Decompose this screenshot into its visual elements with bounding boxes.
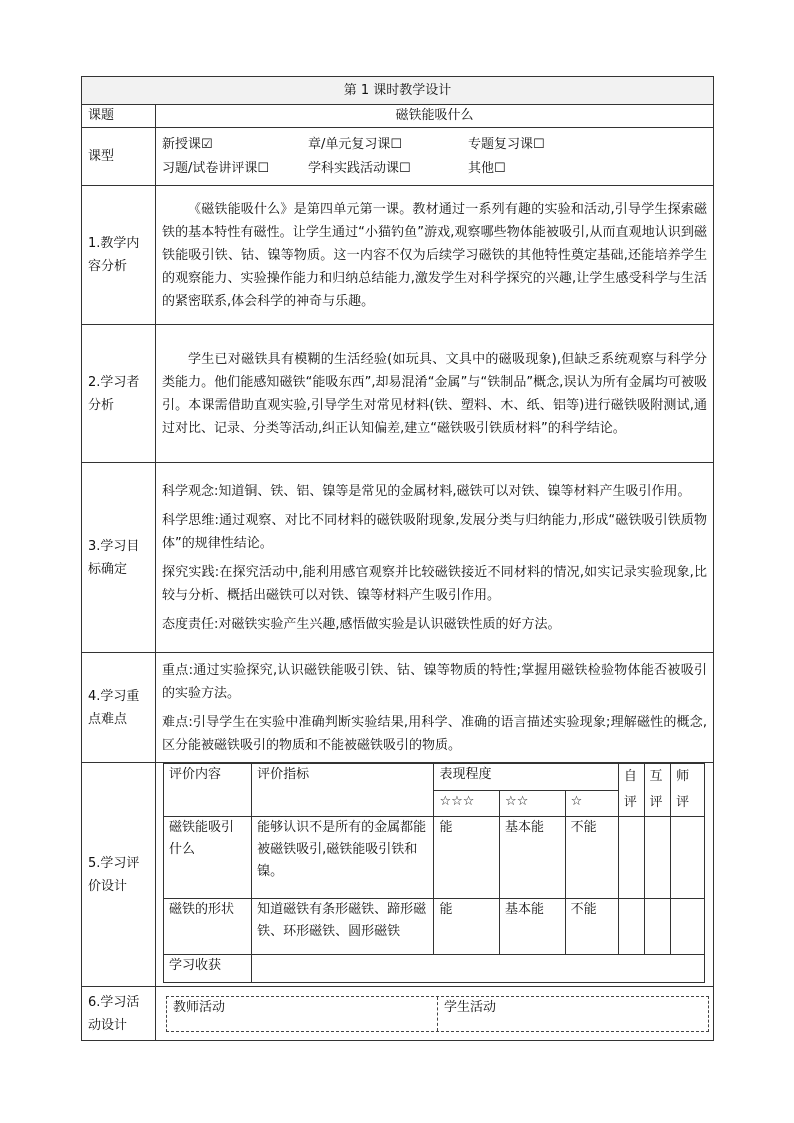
learner-analysis-cell — [156, 325, 714, 463]
eval-header-stars3: ☆☆☆ — [434, 790, 500, 817]
eval-row-attract-level3: 能 — [434, 817, 500, 899]
key-points-label — [82, 653, 156, 763]
lesson-type-option-new: 新授课☑ — [162, 136, 213, 152]
lesson-type-option-practice: 学科实践活动课☐ — [308, 160, 411, 176]
lesson-type-option-exercise-review: 习题/试卷讲评课☐ — [162, 160, 270, 176]
lesson-type-option-other: 其他☐ — [468, 160, 506, 176]
evaluation-row — [82, 763, 714, 987]
eval-header-stars1: ☆ — [565, 790, 618, 817]
title-row — [82, 77, 714, 105]
activities-label-line2: 动设计 — [88, 1017, 128, 1033]
eval-header-peer — [644, 764, 671, 817]
eval-row-shape-level2: 基本能 — [500, 899, 566, 955]
teacher-activity-header: 教师活动 — [173, 999, 226, 1015]
evaluation-table — [163, 763, 705, 983]
page-title: 第 1 课时教学设计 — [82, 77, 714, 105]
eval-header-indicator: 评价指标 — [252, 764, 434, 817]
eval-gain-label: 学习收获 — [164, 955, 252, 983]
lesson-type-options — [156, 128, 714, 186]
goals-label-line2: 标确定 — [88, 561, 128, 577]
eval-row-shape-self[interactable] — [618, 899, 644, 955]
eval-header-peer-text: 互评 — [649, 769, 663, 810]
learner-analysis-label — [82, 325, 156, 463]
eval-header-teacher — [671, 764, 705, 817]
content-analysis-label-line2: 容分析 — [88, 259, 128, 274]
eval-gain-value[interactable] — [252, 955, 705, 983]
eval-row-attract-indicator: 能够认识不是所有的金属都能被磁铁吸引,磁铁能吸引铁和镍。 — [252, 817, 434, 899]
eval-header-self-text: 自评 — [623, 769, 637, 810]
content-analysis-label-line1: 1.教学内 — [88, 236, 140, 251]
evaluation-label — [82, 763, 156, 987]
eval-row-attract-content: 磁铁能吸引什么 — [164, 817, 252, 899]
lesson-type-option-topic-review: 专题复习课☐ — [468, 136, 545, 152]
eval-header-stars2: ☆☆ — [500, 790, 566, 817]
eval-row-attract-self[interactable] — [618, 817, 644, 899]
key-points-label-line1: 4.学习重 — [88, 688, 140, 704]
eval-row-shape-teacher[interactable] — [671, 899, 705, 955]
key-points-label-line2: 点难点 — [88, 711, 128, 727]
learner-analysis-label-line1: 2.学习者 — [88, 374, 140, 390]
eval-row-shape-indicator: 知道磁铁有条形磁铁、蹄形磁铁、环形磁铁、圆形磁铁 — [252, 899, 434, 955]
eval-row-attract-teacher[interactable] — [671, 817, 705, 899]
content-analysis-label — [82, 186, 156, 325]
goal-scientific-thinking: 科学思维:通过观察、对比不同材料的磁铁吸附现象,发展分类与归纳能力,形成“磁铁吸引铁质物体”的规律性结论。 — [162, 512, 708, 551]
evaluation-row-attract — [164, 817, 705, 899]
key-point-focus: 重点:通过实验探究,认识磁铁能吸引铁、钴、镍等物质的特性;掌握用磁铁检验物体能否被吸引的实验方法。 — [162, 662, 708, 701]
eval-row-attract-level1: 不能 — [565, 817, 618, 899]
content-analysis-cell — [156, 186, 714, 325]
key-points-cell — [156, 653, 714, 763]
eval-row-shape-content: 磁铁的形状 — [164, 899, 252, 955]
eval-header-performance: 表现程度 — [434, 764, 618, 791]
goal-scientific-concept: 科学观念:知道铜、铁、铝、镍等是常见的金属材料,磁铁可以对铁、镍等材料产生吸引作用。 — [162, 483, 691, 499]
lesson-plan-page — [81, 76, 713, 1041]
learner-analysis-text: 学生已对磁铁具有模糊的生活经验(如玩具、文具中的磁吸现象),但缺乏系统观察与科学分类能力。他们能感知磁铁“能吸东西”,却易混淆“金属”与“铁制品”概念,误认为所有金属均可被吸引。本课需借助直观实验,引导学生对常见材料(铁、塑料、木、纸、铝等)进行磁铁吸附测试,通过对比、记录、分类等活动,纠正认知偏差,建立“磁铁吸引铁质材料”的科学结论。 — [162, 351, 708, 436]
goal-inquiry-practice: 探究实践:在探究活动中,能利用感官观察并比较磁铁接近不同材料的情况,如实记录实验现象,比较与分析、概括出磁铁可以对铁、镍等材料产生吸引作用。 — [162, 564, 708, 603]
eval-row-shape-level3: 能 — [434, 899, 500, 955]
key-points-row — [82, 653, 714, 763]
topic-row — [82, 105, 714, 128]
lesson-type-label: 课型 — [82, 128, 156, 186]
goal-attitude: 态度责任:对磁铁实验产生兴趣,感悟做实验是认识磁铁性质的好方法。 — [162, 616, 561, 632]
eval-row-attract-level2: 基本能 — [500, 817, 566, 899]
student-activity-header: 学生活动 — [437, 997, 708, 1031]
lesson-type-option-unit-review: 章/单元复习课☐ — [308, 136, 403, 152]
activities-cell — [156, 987, 714, 1041]
goals-cell — [156, 463, 714, 653]
topic-value: 磁铁能吸什么 — [156, 105, 714, 128]
eval-header-self — [618, 764, 644, 817]
activities-label — [82, 987, 156, 1041]
topic-label: 课题 — [82, 105, 156, 128]
eval-row-shape-peer[interactable] — [644, 899, 671, 955]
learner-analysis-label-line2: 分析 — [88, 397, 115, 413]
lesson-type-row — [82, 128, 714, 186]
content-analysis-text: 《磁铁能吸什么》是第四单元第一课。教材通过一系列有趣的实验和活动,引导学生探索磁铁的基本特性有磁性。让学生通过“小猫钓鱼”游戏,观察哪些物体能被吸引,从而直观地认识到磁铁能吸引铁、钴、镍等物质。这一内容不仅为后续学习磁铁的其他特性奠定基础,还能培养学生的观察能力、实验操作能力和归纳总结能力,激发学生对科学探究的兴趣,让学生感受科学与生活的紧密联系,体会科学的神奇与乐趣。 — [162, 201, 708, 309]
goals-row — [82, 463, 714, 653]
evaluation-gain-row — [164, 955, 705, 983]
learner-analysis-row — [82, 325, 714, 463]
goals-label — [82, 463, 156, 653]
eval-row-shape-level1: 不能 — [565, 899, 618, 955]
key-point-difficulty: 难点:引导学生在实验中准确判断实验结果,用科学、准确的语言描述实验现象;理解磁性的概念,区分能被磁铁吸引的物质和不能被磁铁吸引的物质。 — [162, 714, 708, 753]
eval-row-attract-peer[interactable] — [644, 817, 671, 899]
activities-box — [166, 996, 709, 1032]
activities-row — [82, 987, 714, 1041]
lesson-plan-table — [81, 76, 714, 1041]
content-analysis-row — [82, 186, 714, 325]
evaluation-label-line1: 5.学习评 — [88, 855, 140, 871]
evaluation-label-line2: 价设计 — [88, 878, 128, 894]
eval-header-teacher-text: 师评 — [676, 769, 690, 810]
evaluation-row-shape — [164, 899, 705, 955]
evaluation-header-row — [164, 764, 705, 791]
eval-header-content: 评价内容 — [164, 764, 252, 817]
evaluation-cell — [156, 763, 714, 987]
goals-label-line1: 3.学习目 — [88, 538, 140, 554]
activities-label-line1: 6.学习活 — [88, 994, 140, 1010]
